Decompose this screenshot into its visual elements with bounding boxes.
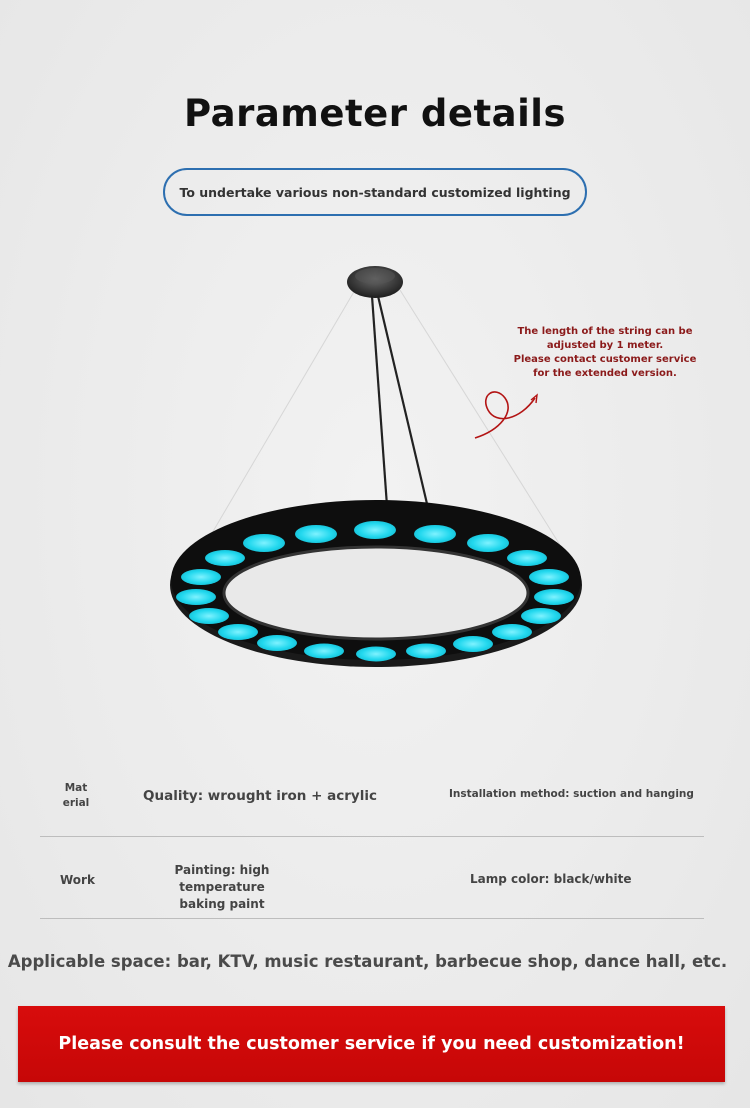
spec-lamp-color: Lamp color: black/white	[470, 872, 632, 886]
customization-banner-text: Please consult the customer service if you need customization!	[58, 1034, 685, 1054]
spec-label-material: Mat erial	[62, 782, 90, 809]
customization-pill-text: To undertake various non-standard customized lighting	[179, 184, 571, 200]
curly-arrow-icon	[475, 392, 535, 438]
spec-installation: Installation method: suction and hanging	[449, 788, 694, 800]
string-length-note: The length of the string can be adjusted by 1 meter. Please contact customer service for the extended version.	[513, 326, 697, 379]
spec-painting: Painting: high temperature baking paint	[174, 863, 270, 911]
customization-pill	[163, 168, 587, 216]
spec-divider-1	[40, 836, 704, 837]
spec-divider-2	[40, 918, 704, 919]
customization-banner	[18, 1006, 725, 1082]
page-title: Parameter details	[184, 92, 566, 135]
spec-label-work: Work	[60, 873, 95, 887]
pendant-lamp-image	[0, 240, 750, 680]
spec-quality: Quality: wrought iron + acrylic	[143, 788, 377, 804]
applicable-space: Applicable space: bar, KTV, music restaurant, barbecue shop, dance hall, etc.	[7, 952, 728, 971]
